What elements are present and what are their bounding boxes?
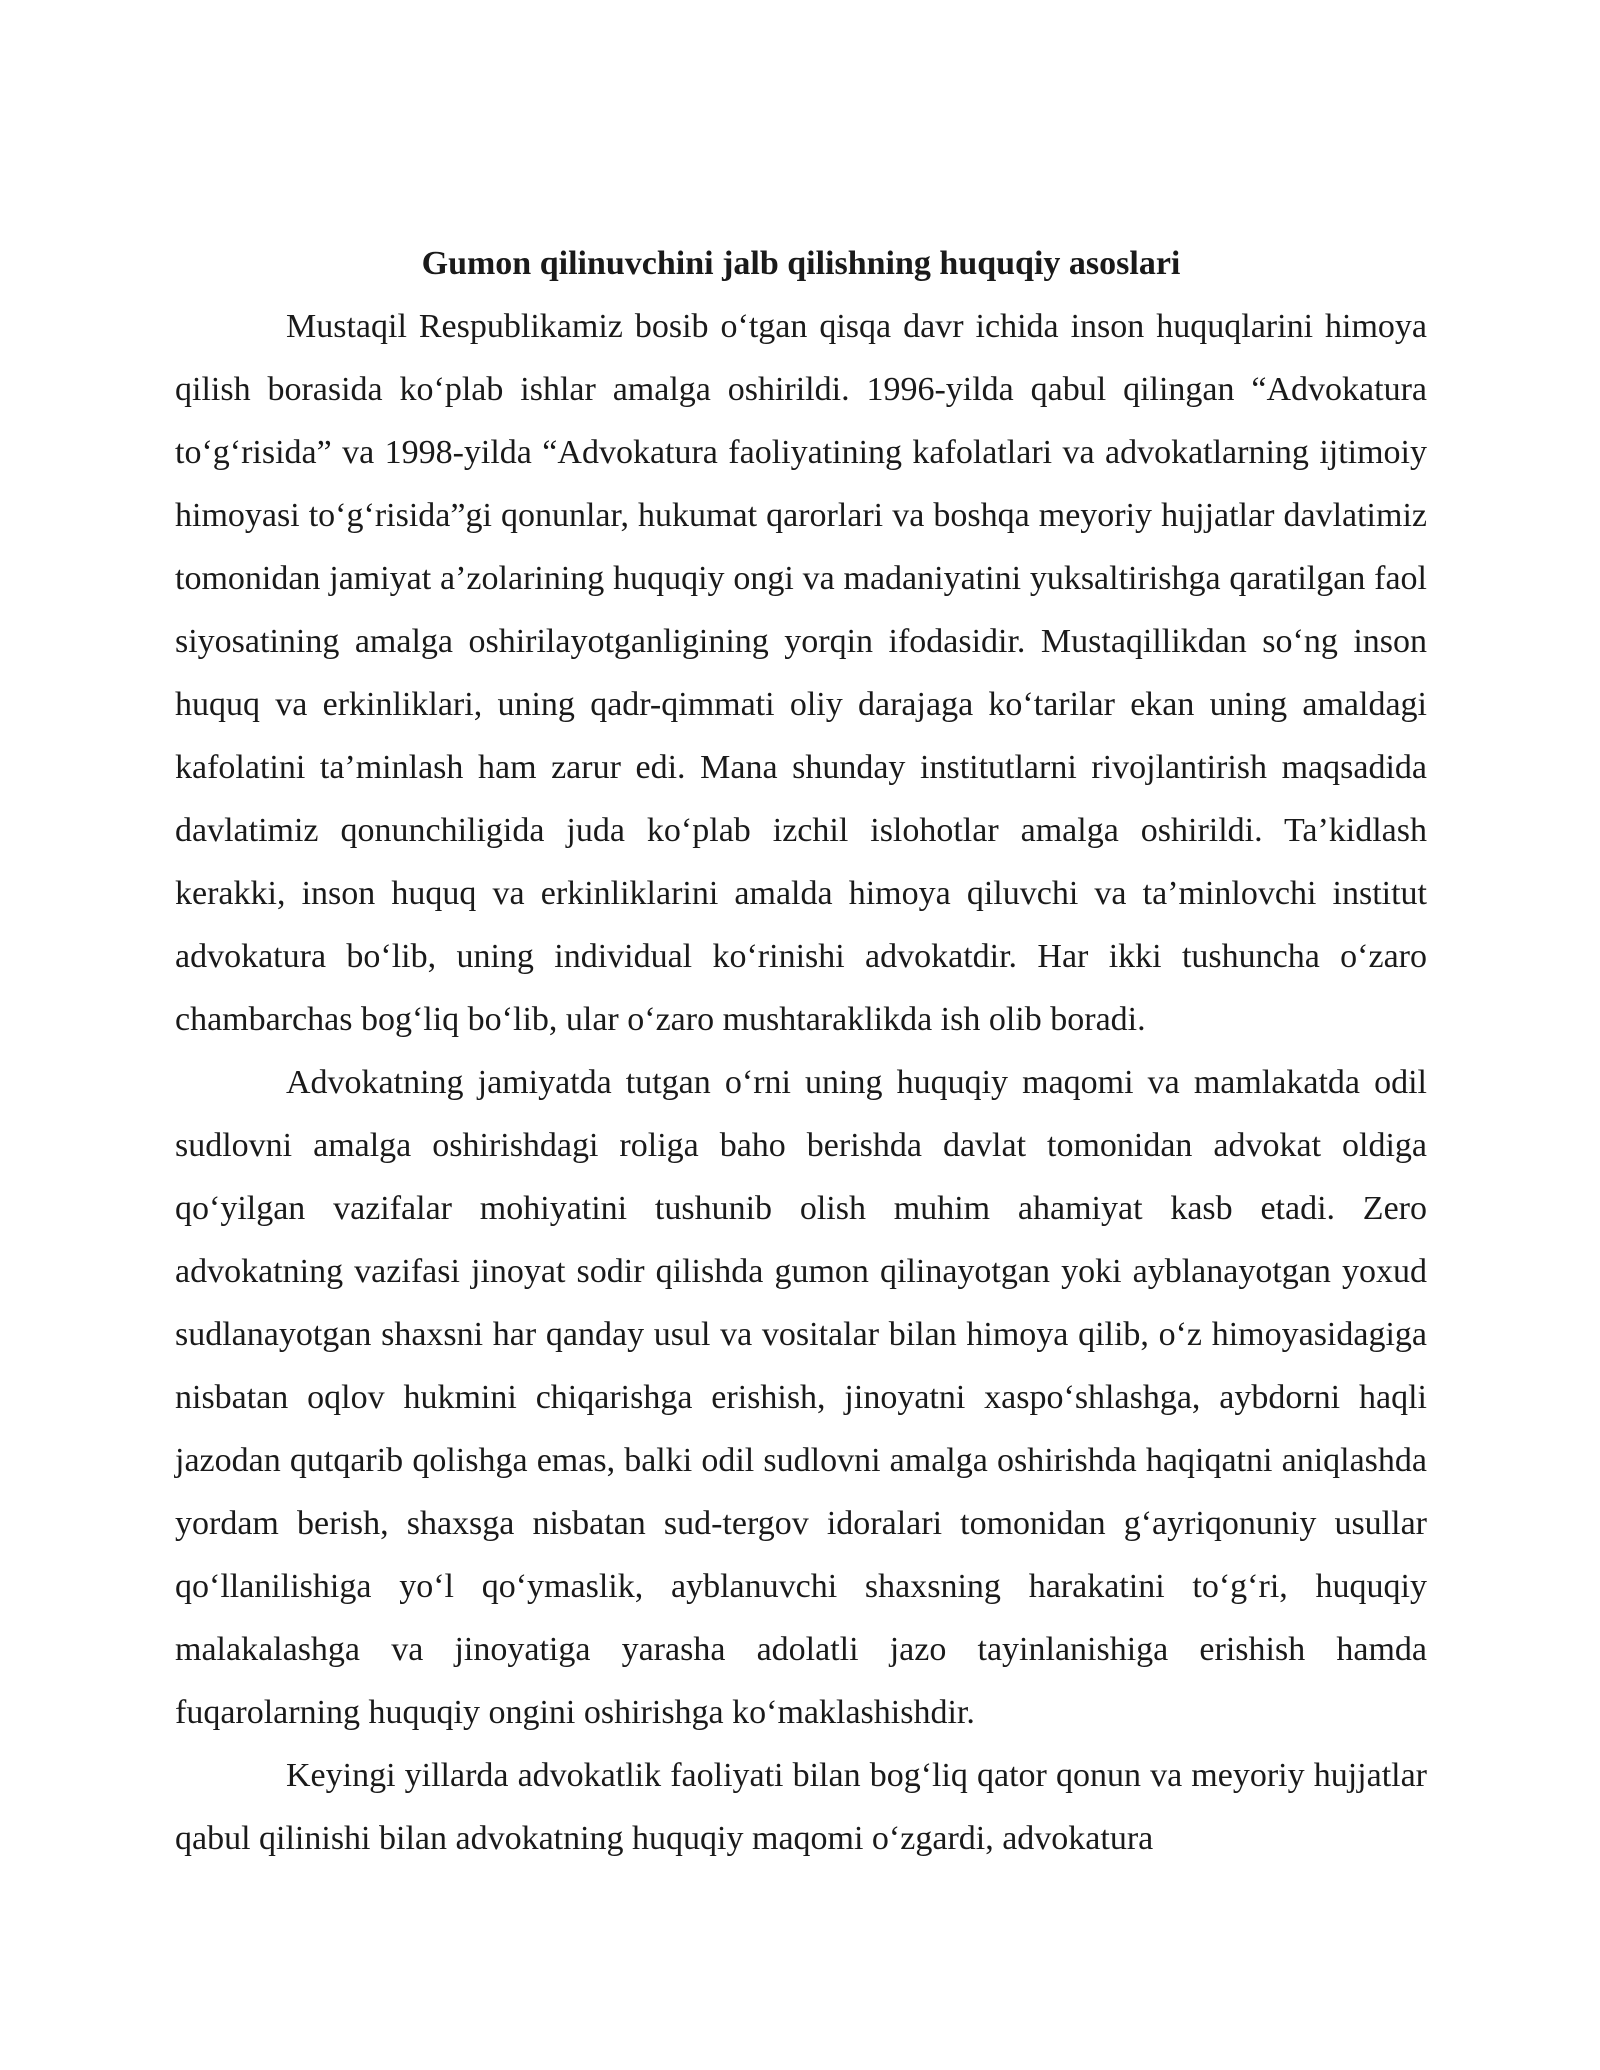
paragraph-3: Keyingi yillarda advokatlik faoliyati bilan bog‘liq qator qonun va meyoriy hujjatlar qabul qilinishi bilan advokatning huquqiy maqomi o‘zgardi, advokatura (175, 1757, 1427, 1857)
document-body (175, 232, 1427, 1870)
paragraph-1: Mustaqil Respublikamiz bosib o‘tgan qisqa davr ichida inson huquqlarini himoya qilish borasida ko‘plab ishlar amalga oshirildi. 1996-yilda qabul qilingan “Advokatura to‘g‘risida” va 1998-yilda “Advokatura faoliyatining kafolatlari va advokatlarning ijtimoiy himoyasi to‘g‘risida”gi qonunlar, hukumat qarorlari va boshqa meyoriy hujjatlar davlatimiz tomonidan jamiyat a’zolarining huquqiy ongi va madaniyatini yuksaltirishga qaratilgan faol siyosatining amalga oshirilayotganligining yorqin ifodasidir. Mustaqillikdan so‘ng inson huquq va erkinliklari, uning qadr-qimmati oliy darajaga ko‘tarilar ekan uning amaldagi kafolatini ta’minlash ham zarur edi. Mana shunday institutlarni rivojlantirish maqsadida davlatimiz qonunchiligida juda ko‘plab izchil islohotlar amalga oshirildi. Ta’kidlash kerakki, inson huquq va erkinliklarini amalda himoya qiluvchi va ta’minlovchi institut advokatura bo‘lib, uning individual ko‘rinishi advokatdir. Har ikki tushuncha o‘zaro chambarchas bog‘liq bo‘lib, ular o‘zaro mushtaraklikda ish olib boradi. (175, 308, 1427, 1038)
paragraph-2: Advokatning jamiyatda tutgan o‘rni uning huquqiy maqomi va mamlakatda odil sudlovni amalga oshirishdagi roliga baho berishda davlat tomonidan advokat oldiga qo‘yilgan vazifalar mohiyatini tushunib olish muhim ahamiyat kasb etadi. Zero advokatning vazifasi jinoyat sodir qilishda gumon qilinayotgan yoki ayblanayotgan yoxud sudlanayotgan shaxsni har qanday usul va vositalar bilan himoya qilib, o‘z himoyasidagiga nisbatan oqlov hukmini chiqarishga erishish, jinoyatni xaspo‘shlashga, aybdorni haqli jazodan qutqarib qolishga emas, balki odil sudlovni amalga oshirishda haqiqatni aniqlashda yordam berish, shaxsga nisbatan sud-tergov idoralari tomonidan g‘ayriqonuniy usullar qo‘llanilishiga yo‘l qo‘ymaslik, ayblanuvchi shaxsning harakatini to‘g‘ri, huquqiy malakalashga va jinoyatiga yarasha adolatli jazo tayinlanishiga erishish hamda fuqarolarning huquqiy ongini oshirishga ko‘maklashishdir. (175, 1064, 1427, 1731)
document-title: Gumon qilinuvchini jalb qilishning huquqiy asoslari (421, 245, 1181, 282)
